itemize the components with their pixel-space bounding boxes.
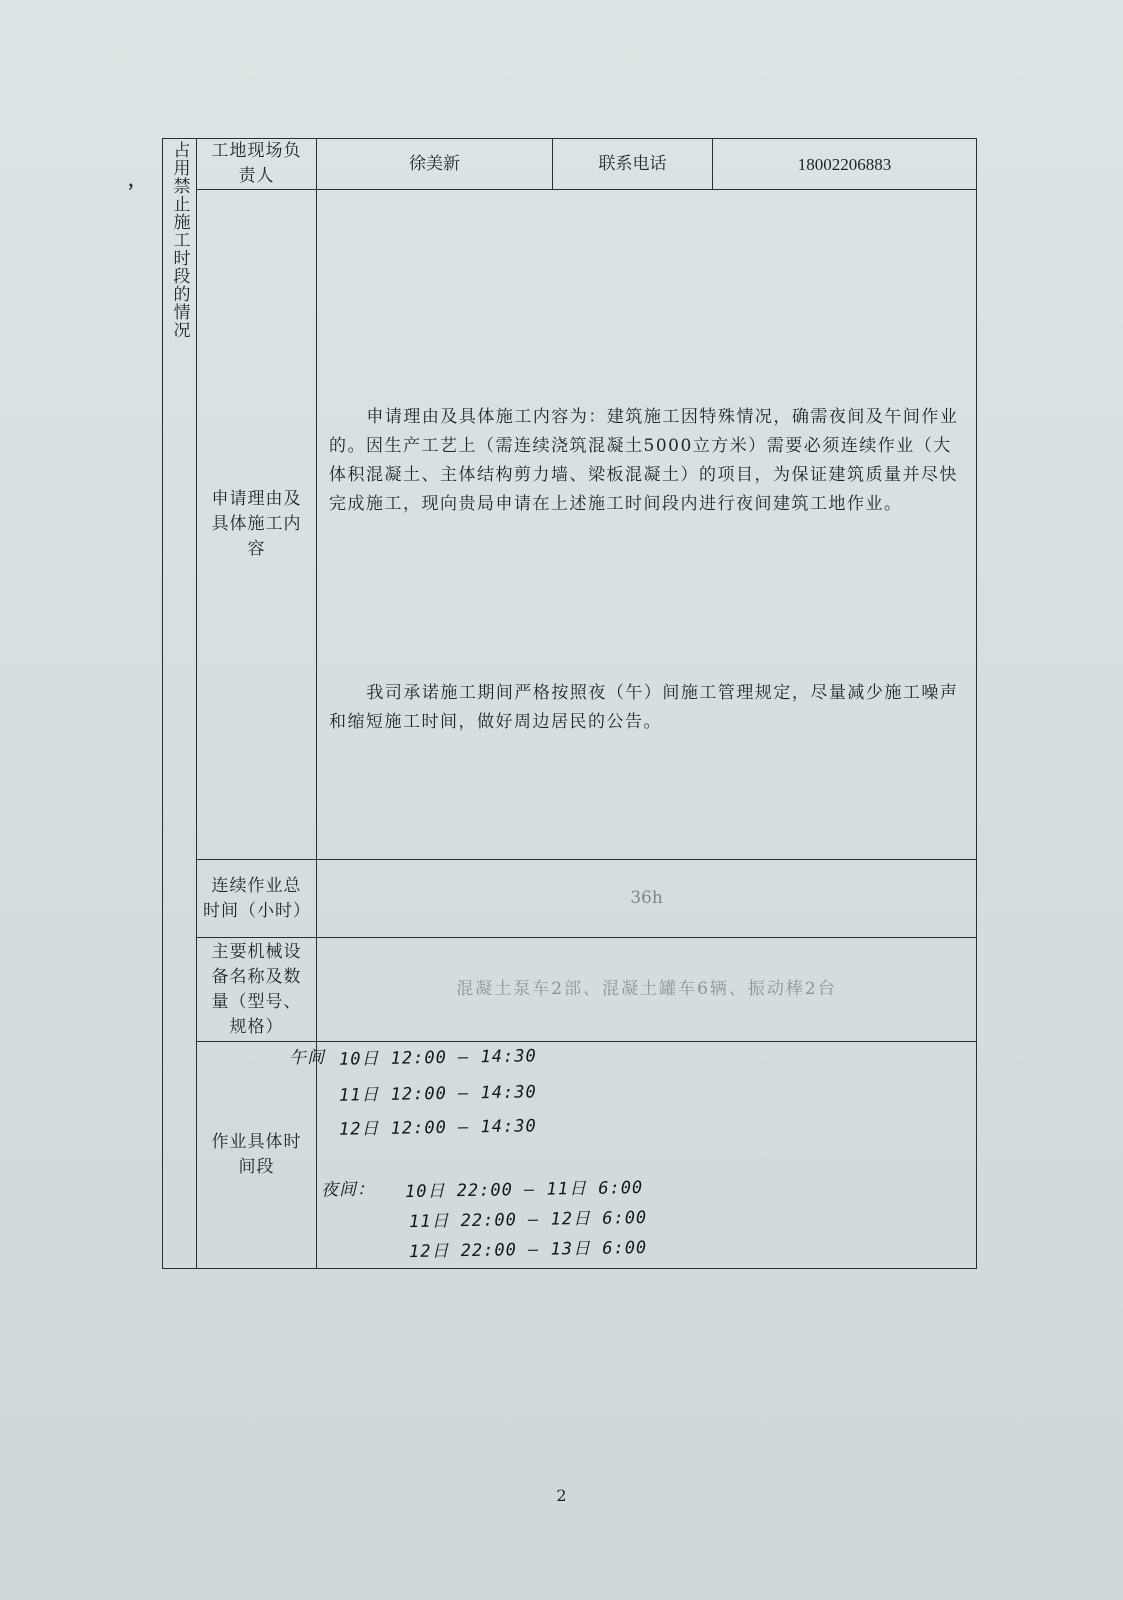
- noon-line: 12日 12:00 — 14:30: [338, 1116, 537, 1140]
- noon-line: 11日 12:00 — 14:30: [338, 1082, 537, 1106]
- hours-row: [163, 860, 977, 938]
- night-line: 12日 22:00 — 13日 6:00: [408, 1237, 648, 1263]
- site-manager-label: 工地现场负责人: [197, 139, 317, 190]
- stray-mark: ，: [128, 170, 146, 191]
- schedule-label: 作业具体时间段: [197, 1042, 317, 1269]
- night-line: 10日 22:00 — 11日 6:00: [404, 1177, 644, 1203]
- noon-label: 午间: [288, 1047, 326, 1069]
- reason-row: [163, 190, 977, 860]
- night-line: 11日 22:00 — 12日 6:00: [408, 1207, 648, 1233]
- handwritten-schedule: [288, 1042, 977, 1269]
- application-form-table: [162, 138, 977, 1269]
- equipment-row: [163, 938, 977, 1042]
- total-hours-value: 36h: [317, 860, 977, 938]
- site-manager-name: 徐美新: [317, 139, 553, 190]
- reason-paragraph: 申请理由及具体施工内容为：建筑施工因特殊情况，确需夜间及午间作业的。因生产工艺上（需连续浇筑混凝土5000立方米）需要必须连续作业（大体积混凝土、主体结构剪力墙、梁板混凝土）的项目，为保证建筑质量并尽快完成施工，现向贵局申请在上述施工时间段内进行夜间建筑工地作业。: [329, 406, 959, 514]
- reason-content-cell: [317, 190, 977, 860]
- section-title: 占用禁止施工时段的情况: [169, 141, 190, 339]
- phone-label: 联系电话: [553, 139, 713, 190]
- section-title-cell: [163, 139, 197, 1269]
- commitment-paragraph: 我司承诺施工期间严格按照夜（午）间施工管理规定，尽量减少施工噪声和缩短施工时间，做好周边居民的公告。: [329, 682, 959, 732]
- equipment-value: 混凝土泵车2部、混凝土罐车6辆、振动棒2台: [317, 938, 977, 1042]
- total-hours-label: 连续作业总时间（小时）: [197, 860, 317, 938]
- equipment-label: 主要机械设备名称及数量（型号、规格）: [197, 938, 317, 1042]
- contact-row: [163, 139, 977, 190]
- noon-line: 10日 12:00 — 14:30: [338, 1046, 537, 1070]
- reason-label: 申请理由及具体施工内容: [197, 190, 317, 860]
- phone-number: 18002206883: [713, 139, 977, 190]
- night-label: 夜间：: [320, 1179, 376, 1201]
- page-number: 2: [556, 1486, 567, 1505]
- schedule-row: [163, 1042, 977, 1269]
